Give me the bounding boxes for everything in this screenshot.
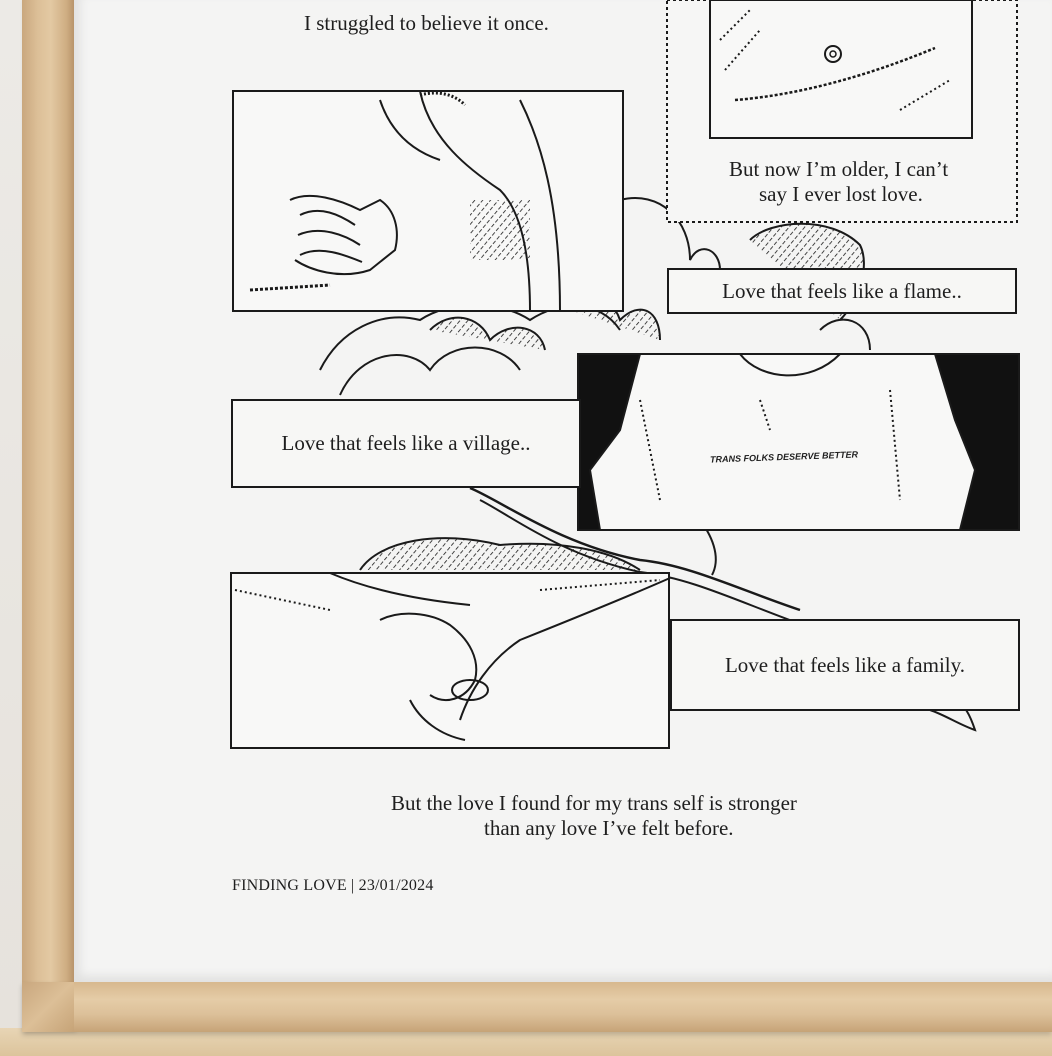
panel-holding-hands (231, 573, 670, 748)
panel-hand-chest (233, 91, 623, 311)
caption-flame: Love that feels like a flame.. (722, 278, 962, 303)
shirt-slogan: TRANS FOLKS DESERVE BETTER (709, 449, 859, 465)
caption-family: Love that feels like a family. (724, 652, 966, 677)
panel-shirt (578, 354, 1019, 530)
caption-closing-line1: But the love I found for my trans self is stronger (391, 791, 797, 815)
caption-family-box (670, 619, 1020, 711)
caption-village-box (231, 399, 581, 488)
caption-older-line1: But now I’m older, I can’t (729, 157, 949, 181)
caption-older-line2: say I ever lost love. (759, 182, 923, 206)
caption-top: I struggled to believe it once. (304, 11, 549, 35)
footer-title-date: FINDING LOVE | 23/01/2024 (232, 877, 434, 894)
caption-closing-line2: than any love I’ve felt before. (484, 816, 734, 840)
caption-village: Love that feels like a village.. (281, 431, 531, 455)
caption-flame-box (667, 268, 1017, 314)
